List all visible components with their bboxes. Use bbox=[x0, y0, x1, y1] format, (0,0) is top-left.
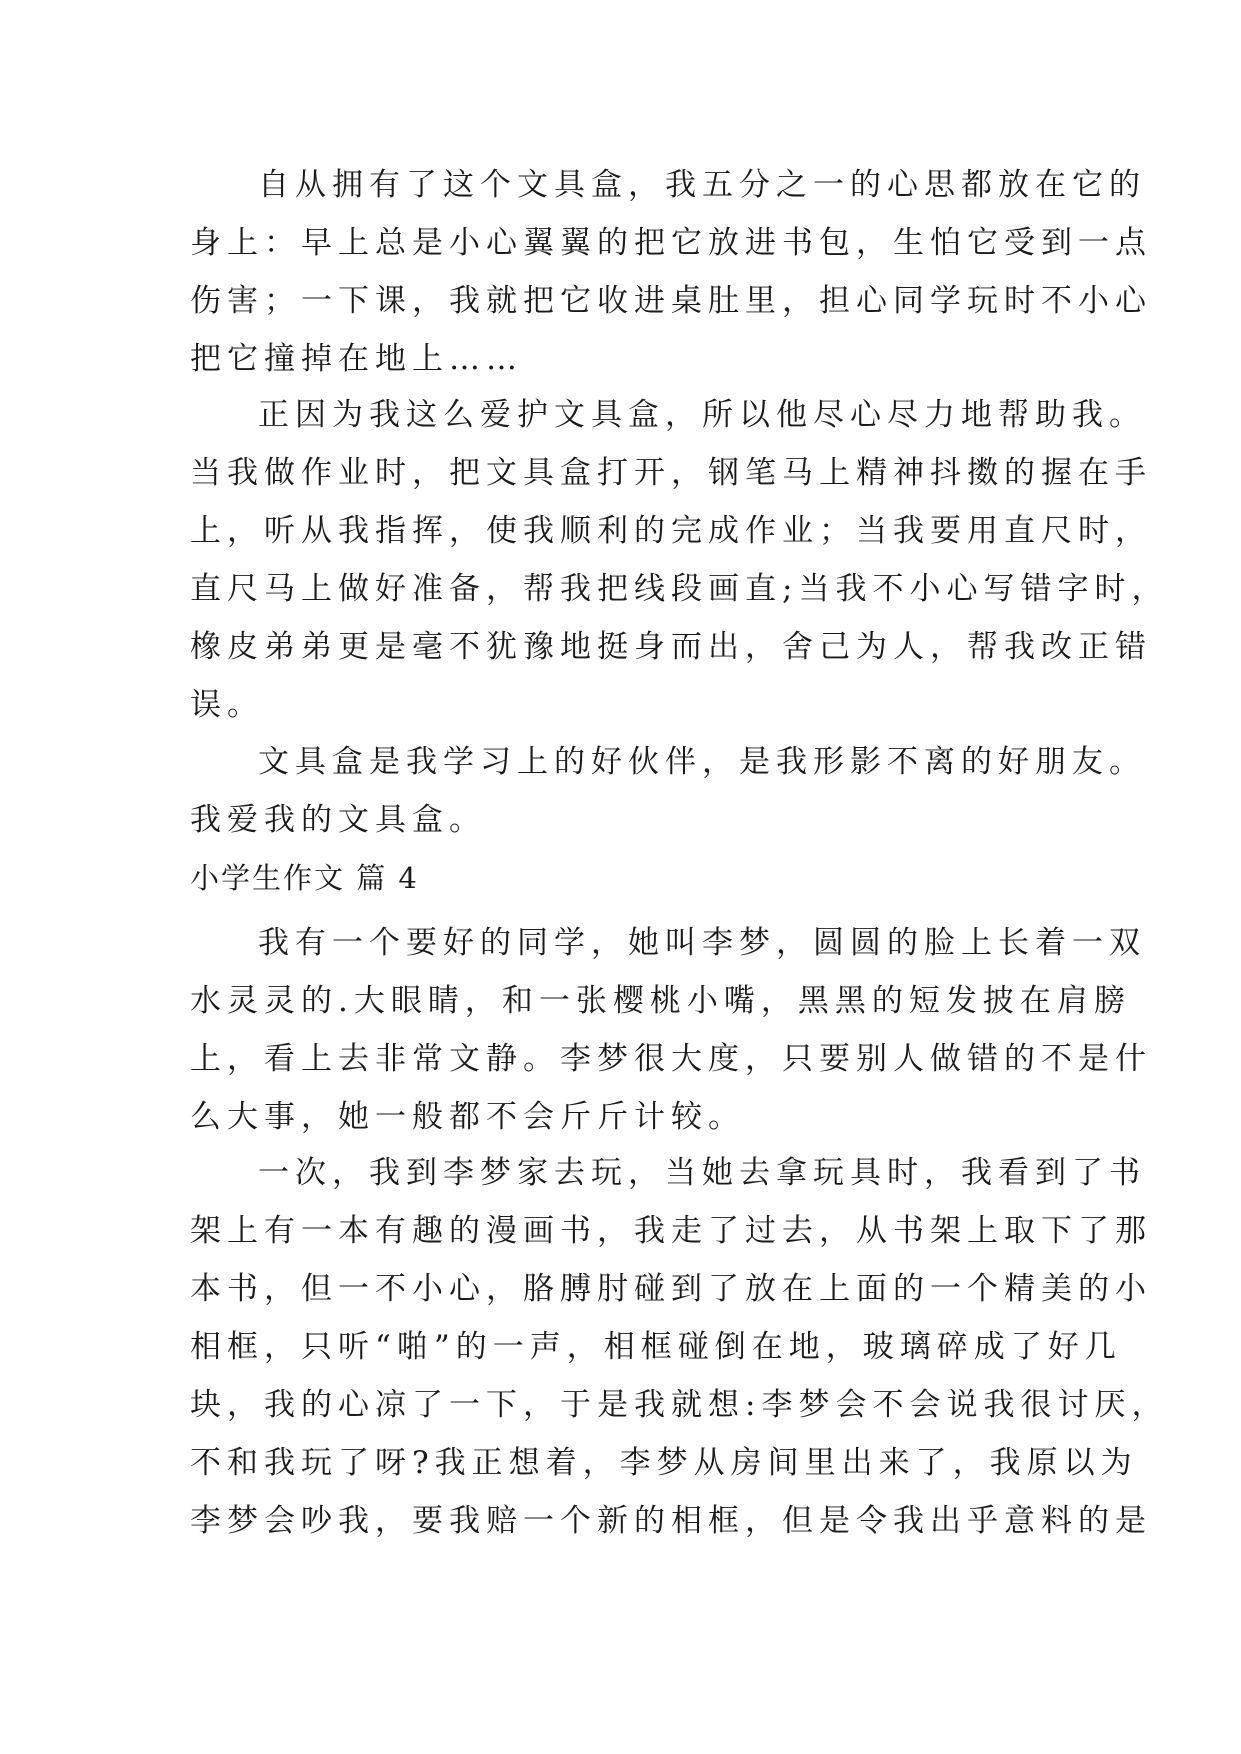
paragraph-3 bbox=[190, 733, 1146, 849]
paragraph-line: 么大事，她一般都不会斤斤计较。 bbox=[190, 1099, 745, 1135]
paragraph-line: 本书，但一不小心，胳膊肘碰到了放在上面的一个精美的小 bbox=[190, 1271, 1152, 1307]
section-heading: 小学生作文 篇 4 bbox=[190, 861, 419, 895]
paragraph-line: 把它撞掉在地上…… bbox=[190, 341, 523, 377]
paragraph-line: 我爱我的文具盒。 bbox=[190, 802, 486, 838]
paragraph-line: 身上：早上总是小心翼翼的把它放进书包，生怕它受到一点 bbox=[190, 225, 1152, 261]
paragraph-line: 误。 bbox=[190, 687, 264, 723]
paragraph-line: 我有一个要好的同学，她叫李梦，圆圆的脸上长着一双 bbox=[258, 925, 1146, 961]
paragraph-line: 当我做作业时，把文具盒打开，钢笔马上精神抖擞的握在手 bbox=[190, 455, 1152, 491]
paragraph-line: 李梦会吵我，要我赔一个新的相框，但是令我出乎意料的是 bbox=[190, 1503, 1152, 1539]
paragraph-line: 相框，只听“啪”的一声，相框碰倒在地，玻璃碎成了好几 bbox=[190, 1329, 1122, 1365]
paragraph-line: 橡皮弟弟更是毫不犹豫地挺身而出，舍己为人，帮我改正错 bbox=[190, 629, 1152, 665]
paragraph-1 bbox=[190, 156, 1152, 388]
paragraph-line: 不和我玩了呀?我正想着，李梦从房间里出来了，我原以为 bbox=[190, 1445, 1138, 1481]
paragraph-line: 架上有一本有趣的漫画书，我走了过去，从书架上取下了那 bbox=[190, 1213, 1152, 1249]
section-paragraph-2 bbox=[190, 1144, 1169, 1550]
paragraph-line: 一次，我到李梦家去玩，当她去拿玩具时，我看到了书 bbox=[258, 1155, 1146, 1191]
paragraph-line: 自从拥有了这个文具盒，我五分之一的心思都放在它的 bbox=[258, 167, 1146, 203]
paragraph-line: 直尺马上做好准备，帮我把线段画直;当我不小心写错字时， bbox=[190, 571, 1169, 607]
paragraph-line: 块，我的心凉了一下，于是我就想:李梦会不会说我很讨厌， bbox=[190, 1387, 1169, 1423]
paragraph-line: 文具盒是我学习上的好伙伴，是我形影不离的好朋友。 bbox=[258, 744, 1146, 780]
paragraph-line: 水灵灵的.大眼睛，和一张樱桃小嘴，黑黑的短发披在肩膀 bbox=[190, 983, 1131, 1019]
paragraph-line: 上，看上去非常文静。李梦很大度，只要别人做错的不是什 bbox=[190, 1041, 1152, 1077]
paragraph-line: 伤害；一下课，我就把它收进桌肚里，担心同学玩时不小心 bbox=[190, 283, 1152, 319]
paragraph-2 bbox=[190, 386, 1169, 734]
paragraph-line: 上，听从我指挥，使我顺利的完成作业；当我要用直尺时， bbox=[190, 513, 1152, 549]
paragraph-line: 正因为我这么爱护文具盒，所以他尽心尽力地帮助我。 bbox=[258, 397, 1146, 433]
section-paragraph-1 bbox=[190, 914, 1152, 1146]
